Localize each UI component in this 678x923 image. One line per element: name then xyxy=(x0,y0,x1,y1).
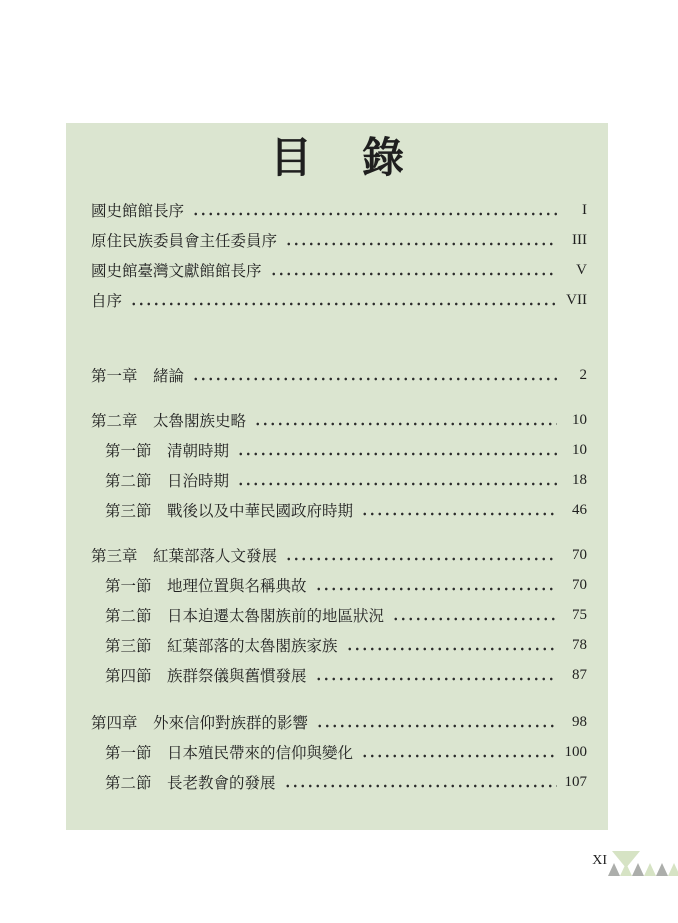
toc-section-entry xyxy=(91,600,587,630)
dot-leader xyxy=(313,660,557,690)
toc-entry-page: 70 xyxy=(572,576,587,593)
chapter-group-1 xyxy=(91,360,587,390)
chapter-group-2 xyxy=(91,405,587,525)
toc-entry-page: I xyxy=(582,201,587,218)
toc-entry-label: 第四章 外來信仰對族群的影響 xyxy=(91,715,309,732)
dot-leader xyxy=(283,225,557,255)
toc-section-entry xyxy=(91,465,587,495)
toc-entry-page: III xyxy=(572,231,587,248)
toc-entry-page: VII xyxy=(566,291,587,308)
toc-section-entry xyxy=(91,737,587,767)
toc-entry-label: 第一節 清朝時期 xyxy=(105,443,230,460)
dot-leader xyxy=(314,707,557,737)
dot-leader xyxy=(390,600,557,630)
dot-leader xyxy=(235,435,557,465)
toc-entry-label: 第三章 紅葉部落人文發展 xyxy=(91,548,278,565)
toc-entry-label: 自序 xyxy=(91,293,123,310)
toc-entry xyxy=(91,225,587,255)
toc-entry-label: 第二節 日治時期 xyxy=(105,473,230,490)
toc-entry-label: 國史館館長序 xyxy=(91,203,185,220)
toc-chapter-entry xyxy=(91,405,587,435)
toc-entry-page: 70 xyxy=(572,546,587,563)
dot-leader xyxy=(268,255,557,285)
toc-section-entry xyxy=(91,495,587,525)
toc-entry-label: 原住民族委員會主任委員序 xyxy=(91,233,278,250)
toc-entry-page: 78 xyxy=(572,636,587,653)
toc-entry-page: 2 xyxy=(579,366,587,383)
toc-section-entry xyxy=(91,435,587,465)
dot-leader xyxy=(128,285,557,315)
toc-entry xyxy=(91,195,587,225)
toc-entry xyxy=(91,255,587,285)
toc-entry-page: 75 xyxy=(572,606,587,623)
dot-leader xyxy=(252,405,557,435)
toc-entry-label: 第二章 太魯閣族史略 xyxy=(91,413,247,430)
dot-leader xyxy=(359,495,557,525)
toc-entry-label: 第一節 日本殖民帶來的信仰與變化 xyxy=(105,745,354,762)
toc-entry-page: 87 xyxy=(572,666,587,683)
toc-section-entry xyxy=(91,660,587,690)
toc-chapter-entry xyxy=(91,360,587,390)
dot-leader xyxy=(282,767,557,797)
toc-entry-label: 第二節 日本迫遷太魯閣族前的地區狀況 xyxy=(105,608,385,625)
toc-entry-label: 第一章 緒論 xyxy=(91,368,185,385)
toc-section-entry xyxy=(91,767,587,797)
toc-entry-label: 第四節 族群祭儀與舊慣發展 xyxy=(105,668,307,685)
toc-entry-page: 18 xyxy=(572,471,587,488)
dot-leader xyxy=(283,540,557,570)
dot-leader xyxy=(235,465,557,495)
triangle-ornament-icon xyxy=(608,851,678,876)
toc-section-entry xyxy=(91,570,587,600)
front-matter-list xyxy=(91,195,587,315)
toc-entry-label: 第二節 長老教會的發展 xyxy=(105,775,276,792)
toc-section-entry xyxy=(91,630,587,660)
dot-leader xyxy=(190,360,557,390)
toc-entry-page: 107 xyxy=(564,773,587,790)
chapter-group-3 xyxy=(91,540,587,690)
toc-entry-page: 10 xyxy=(572,411,587,428)
toc-entry-label: 國史館臺灣文獻館館長序 xyxy=(91,263,262,280)
toc-entry-label: 第三節 戰後以及中華民國政府時期 xyxy=(105,503,354,520)
toc-entry-page: V xyxy=(576,261,587,278)
toc-entry-label: 第三節 紅葉部落的太魯閣族家族 xyxy=(105,638,338,655)
toc-entry-page: 98 xyxy=(572,713,587,730)
toc-entry-page: 10 xyxy=(572,441,587,458)
toc-chapter-entry xyxy=(91,540,587,570)
folio-page-number: XI xyxy=(592,853,607,868)
dot-leader xyxy=(190,195,557,225)
page-footer xyxy=(592,851,678,876)
toc-entry-label: 第一節 地理位置與名稱典故 xyxy=(105,578,307,595)
toc-chapter-entry xyxy=(91,707,587,737)
dot-leader xyxy=(344,630,557,660)
toc-entry xyxy=(91,285,587,315)
chapter-group-4 xyxy=(91,707,587,797)
toc-entry-page: 100 xyxy=(564,743,587,760)
toc-entry-page: 46 xyxy=(572,501,587,518)
dot-leader xyxy=(359,737,557,767)
toc-panel xyxy=(66,123,608,830)
page-title: 目 錄 xyxy=(269,136,408,182)
dot-leader xyxy=(313,570,557,600)
